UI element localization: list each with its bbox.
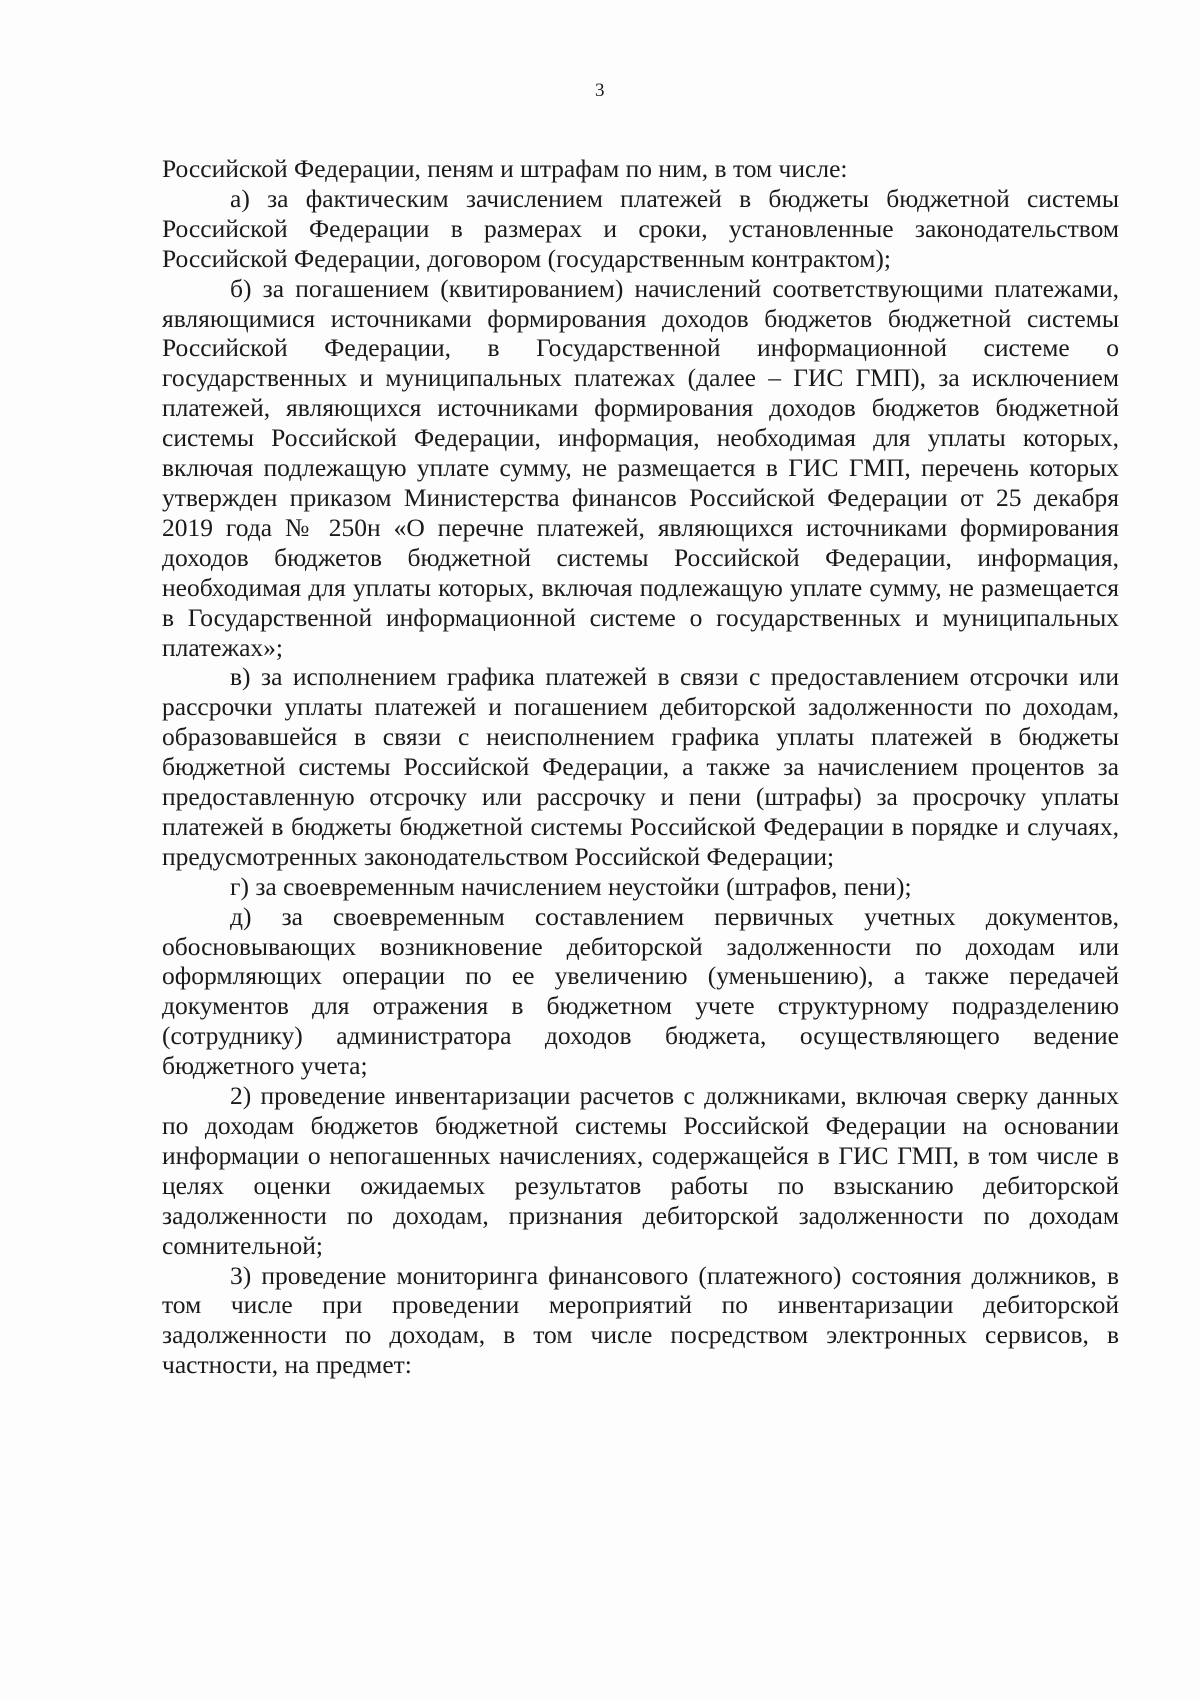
- paragraph-item-3: 3) проведение мониторинга финансового (платежного) состояния должников, в том числе при проведении мероприятий по инвентаризации дебиторской задолженности по доходам, в том числе посредством электронных сервисов, в частности, на предмет:: [162, 1260, 1119, 1380]
- page-number: 3: [595, 80, 605, 101]
- paragraph-intro: Российской Федерации, пеням и штрафам по ним, в том числе:: [162, 154, 848, 183]
- document-body: [162, 154, 1119, 1380]
- paragraph-a: а) за фактическим зачислением платежей в бюджеты бюджетной системы Российской Федерации в размерах и сроки, установленные законодательством Российской Федерации, договором (государственным контрактом);: [162, 183, 1119, 273]
- paragraph-v: в) за исполнением графика платежей в связи с предоставлением отсрочки или рассрочки уплаты платежей и погашением дебиторской задолженности по доходам, образовавшейся в связи с неисполнением графика уплаты платежей в бюджеты бюджетной системы Российской Федерации, а также за начислением процентов за предоставленную отсрочку или рассрочку и пени (штрафы) за просрочку уплаты платежей в бюджеты бюджетной системы Российской Федерации в порядке и случаях, предусмотренных законодательством Российской Федерации;: [162, 662, 1119, 871]
- paragraph-b: б) за погашением (квитированием) начислений соответствующими платежами, являющимися источниками формирования доходов бюджетов бюджетной системы Российской Федерации, в Государственной информационной системе о государственных и муниципальных платежах (далее – ГИС ГМП), за исключением платежей, являющихся источниками формирования доходов бюджетов бюджетной системы Российской Федерации, информация, необходимая для уплаты которых, включая подлежащую уплате сумму, не размещается в ГИС ГМП, перечень которых утвержден приказом Министерства финансов Российской Федерации от 25 декабря 2019 года № 250н «О перечне платежей, являющихся источниками формирования доходов бюджетов бюджетной системы Российской Федерации, информация, необходимая для уплаты которых, включая подлежащую уплате сумму, не размещается в Государственной информационной системе о государственных и муниципальных платежах»;: [162, 273, 1119, 662]
- paragraph-item-2: 2) проведение инвентаризации расчетов с должниками, включая сверку данных по доходам бюджетов бюджетной системы Российской Федерации на основании информации о непогашенных начислениях, содержащейся в ГИС ГМП, в том числе в целях оценки ожидаемых результатов работы по взысканию дебиторской задолженности по доходам, признания дебиторской задолженности по доходам сомнительной;: [162, 1081, 1119, 1260]
- paragraph-g: г) за своевременным начислением неустойки (штрафов, пени);: [230, 871, 912, 901]
- paragraph-d: д) за своевременным составлением первичных учетных документов, обосновывающих возникновение дебиторской задолженности по доходам или оформляющих операции по ее увеличению (уменьшению), а также передачей документов для отражения в бюджетном учете структурному подразделению (сотруднику) администратора доходов бюджета, осуществляющего ведение бюджетного учета;: [162, 901, 1119, 1081]
